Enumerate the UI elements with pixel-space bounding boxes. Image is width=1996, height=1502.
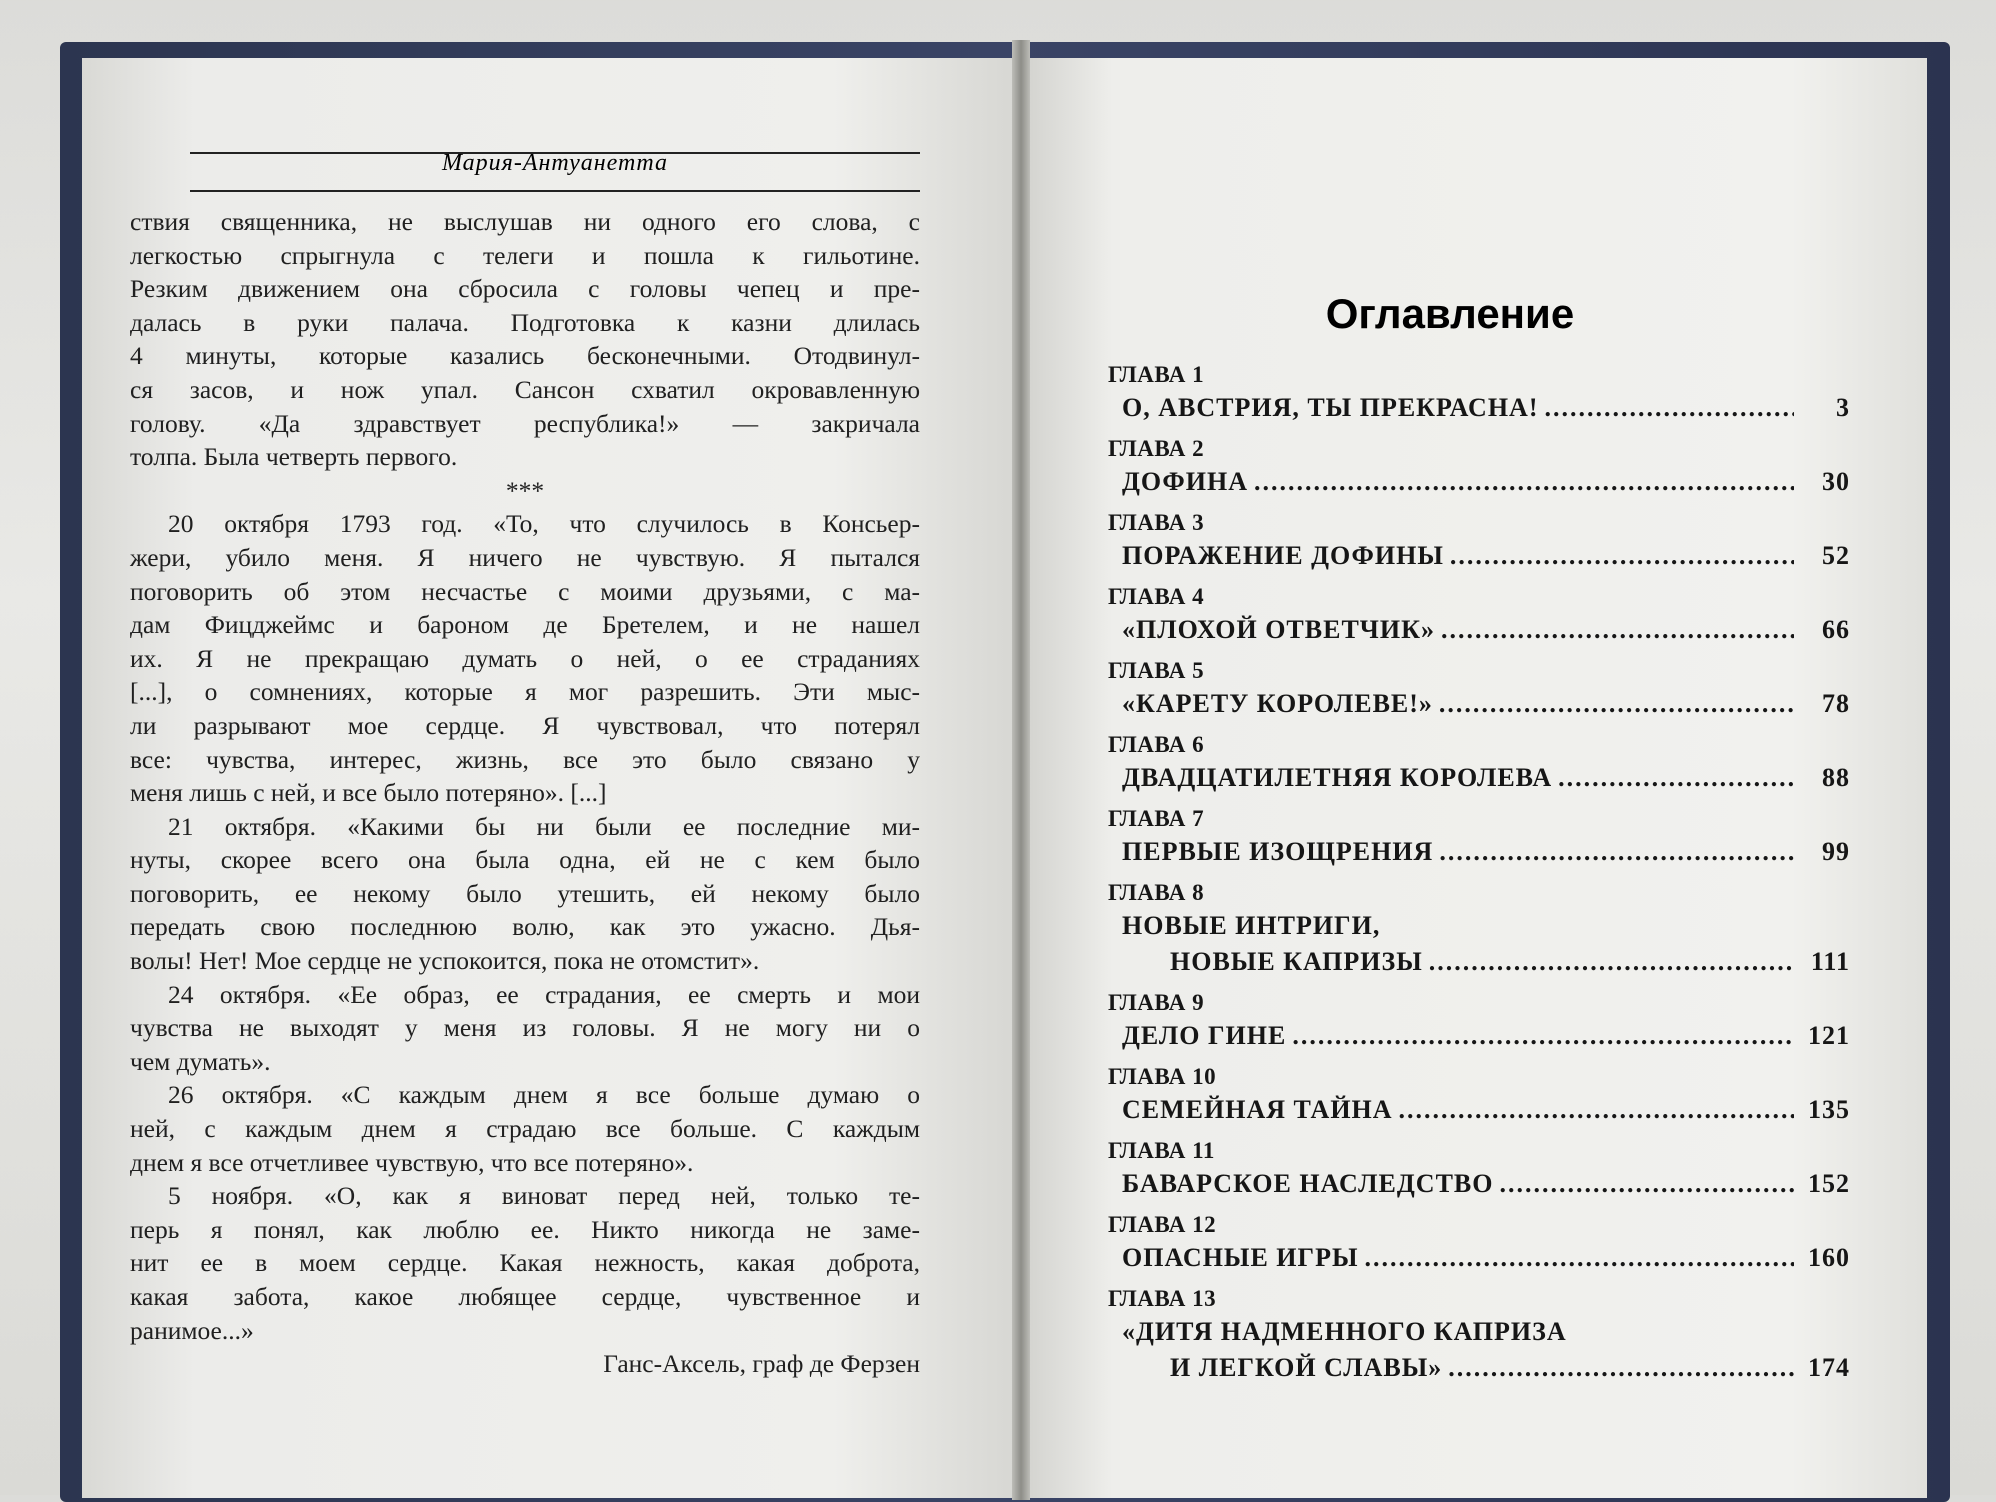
- text-line: поговорить, ее некому было утешить, ей некому было: [130, 878, 920, 908]
- toc-title-line: [1108, 1314, 1850, 1350]
- dot-leader: [1499, 1166, 1794, 1202]
- toc-page-number: 66: [1822, 615, 1850, 644]
- toc-page-number: 174: [1808, 1353, 1850, 1382]
- text-line: дам Фицджеймс и бароном де Бретелем, и не нашел: [130, 610, 920, 640]
- running-head: Мария-Антуанетта: [442, 150, 668, 176]
- text-line: передать свою последнюю волю, как это ужасно. Дья-: [130, 912, 920, 942]
- toc-title-line: [1108, 538, 1850, 574]
- text-line: поговорить об этом несчастье с моими друзьями, с ма-: [130, 576, 920, 606]
- dot-leader: [1441, 612, 1794, 648]
- toc-title-line: [1108, 1240, 1850, 1276]
- toc-title-line: [1108, 908, 1850, 944]
- toc-chapter-label: ГЛАВА 1: [1108, 362, 1205, 387]
- dot-leader: [1558, 760, 1794, 796]
- toc-chapter-label: ГЛАВА 11: [1108, 1138, 1215, 1163]
- dot-leader: [1364, 1240, 1794, 1276]
- dot-leader: [1448, 1350, 1794, 1386]
- text-line: 20 октября 1793 год. «То, что случилось в Консьер-: [168, 509, 920, 539]
- toc-title-line: [1108, 1166, 1850, 1202]
- text-line: 21 октября. «Какими бы ни были ее последние ми-: [168, 811, 920, 841]
- toc-entry-title: ОПАСНЫЕ ИГРЫ: [1122, 1243, 1359, 1272]
- text-line: ней, с каждым днем я страдаю все больше. С каждым: [130, 1114, 920, 1144]
- text-line: [...], о сомнениях, которые я мог разрешить. Эти мыс-: [130, 677, 920, 707]
- dot-leader: [1292, 1018, 1794, 1054]
- toc-page-number: 30: [1822, 467, 1850, 496]
- text-line: какая забота, какое любящее сердце, чувственное и: [130, 1282, 920, 1311]
- dot-leader: [1254, 464, 1794, 500]
- left-page-text: [130, 205, 920, 1381]
- toc-entry-title: «ДИТЯ НАДМЕННОГО КАПРИЗА: [1122, 1317, 1567, 1346]
- toc-entry: [1108, 582, 1850, 648]
- text-line: их. Я не прекращаю думать о ней, о ее страданиях: [130, 643, 920, 673]
- text-line: чем думать».: [130, 1046, 271, 1076]
- text-line: ли разрывают мое сердце. Я чувствовал, что потерял: [130, 710, 920, 740]
- dot-leader: [1439, 686, 1794, 722]
- toc-title-line: [1108, 612, 1850, 648]
- text-line: ся засов, и нож упал. Сансон схватил окровавленную: [130, 374, 920, 404]
- text-line: волы! Нет! Мое сердце не успокоится, пока не отомстит».: [130, 946, 760, 976]
- toc-title-line: [1108, 686, 1850, 722]
- toc-page-number: 152: [1808, 1169, 1850, 1198]
- toc-entry: [1108, 878, 1850, 980]
- toc-entry-title: ДВАДЦАТИЛЕТНЯЯ КОРОЛЕВА: [1122, 763, 1553, 792]
- text-line: перь я понял, как люблю ее. Никто никогда не заме-: [130, 1214, 920, 1244]
- dot-leader: [1545, 390, 1795, 426]
- text-line: голову. «Да здравствует республика!» — закричала: [130, 408, 920, 438]
- toc-entry-title: «ПЛОХОЙ ОТВЕТЧИК»: [1122, 615, 1435, 644]
- toc-entry: [1108, 1284, 1850, 1386]
- toc-entry: [1108, 434, 1850, 500]
- toc-page-number: 135: [1808, 1095, 1850, 1124]
- dot-leader: [1450, 538, 1794, 574]
- toc-chapter-label: ГЛАВА 8: [1108, 880, 1205, 905]
- toc-entry: [1108, 1136, 1850, 1202]
- text-line: толпа. Была четверть первого.: [130, 442, 458, 472]
- toc-title-line: [1108, 1018, 1850, 1054]
- toc-entry: [1108, 360, 1850, 426]
- text-line: 5 ноября. «О, как я виноват перед ней, только те-: [168, 1181, 920, 1211]
- toc-entry-title: ПОРАЖЕНИЕ ДОФИНЫ: [1122, 541, 1444, 570]
- toc-entry-title: ДЕЛО ГИНЕ: [1122, 1021, 1287, 1050]
- text-line: жери, убило меня. Я ничего не чувствую. Я пытался: [130, 542, 920, 572]
- toc-title-line: [1108, 760, 1850, 796]
- toc-page-number: 99: [1822, 837, 1850, 866]
- toc-entry: [1108, 1062, 1850, 1128]
- text-line: ранимое...»: [130, 1315, 254, 1345]
- text-line: далась в руки палача. Подготовка к казни длилась: [130, 307, 920, 337]
- toc-entry-title: «КАРЕТУ КОРОЛЕВЕ!»: [1122, 689, 1433, 718]
- toc-title-line: [1108, 1350, 1850, 1386]
- toc-chapter-label: ГЛАВА 10: [1108, 1064, 1217, 1089]
- toc-entry-title: НОВЫЕ КАПРИЗЫ: [1170, 947, 1423, 976]
- toc-entry-title: ДОФИНА: [1122, 467, 1248, 496]
- text-line: Резким движением она сбросила с головы чепец и пре-: [130, 274, 920, 304]
- toc-chapter-label: ГЛАВА 5: [1108, 658, 1205, 683]
- toc-entry: [1108, 804, 1850, 870]
- running-head-bottom-rule: [190, 190, 920, 192]
- dot-leader: [1429, 944, 1794, 980]
- toc-entry: [1108, 988, 1850, 1054]
- text-line: нит ее в моем сердце. Какая нежность, какая доброта,: [130, 1248, 920, 1278]
- toc-chapter-label: ГЛАВА 3: [1108, 510, 1205, 535]
- toc-page-number: 78: [1822, 689, 1850, 718]
- toc-title-line: [1108, 834, 1850, 870]
- toc-chapter-label: ГЛАВА 9: [1108, 990, 1205, 1015]
- text-line: все: чувства, интерес, жизнь, все это было связано у: [130, 744, 920, 774]
- toc-page-number: 111: [1810, 947, 1850, 976]
- toc-chapter-label: ГЛАВА 4: [1108, 584, 1205, 609]
- toc-entry-title: СЕМЕЙНАЯ ТАЙНА: [1122, 1095, 1393, 1124]
- text-line: ствия священника, не выслушав ни одного его слова, с: [130, 207, 920, 236]
- toc-entry-title: И ЛЕГКОЙ СЛАВЫ»: [1170, 1353, 1443, 1382]
- toc-entry-title: НОВЫЕ ИНТРИГИ,: [1122, 911, 1381, 940]
- text-line: 26 октября. «С каждым днем я все больше думаю о: [168, 1080, 920, 1110]
- book-gutter: [1012, 40, 1030, 1500]
- toc-title-line: [1108, 1092, 1850, 1128]
- text-line: чувства не выходят у меня из головы. Я не могу ни о: [130, 1013, 920, 1043]
- toc-page-number: 52: [1822, 541, 1850, 570]
- toc-chapter-label: ГЛАВА 13: [1108, 1286, 1217, 1311]
- toc-title-line: [1108, 464, 1850, 500]
- toc-entry: [1108, 508, 1850, 574]
- toc-entry: [1108, 1210, 1850, 1276]
- text-line: меня лишь с ней, и все было потеряно». [...]: [130, 778, 607, 808]
- text-line: днем я все отчетливее чувствую, что все потеряно».: [130, 1147, 694, 1177]
- toc-title-line: [1108, 390, 1850, 426]
- table-of-contents: [1108, 360, 1850, 1394]
- section-separator: ***: [505, 475, 545, 505]
- text-line: легкостью спрыгнула с телеги и пошла к гильотине.: [130, 240, 920, 270]
- toc-chapter-label: ГЛАВА 6: [1108, 732, 1205, 757]
- signature: Ганс-Аксель, граф де Ферзен: [603, 1349, 920, 1379]
- toc-title-line: [1108, 944, 1850, 980]
- toc-page-number: 3: [1836, 393, 1850, 422]
- dot-leader: [1439, 834, 1794, 870]
- toc-entry-title: БАВАРСКОЕ НАСЛЕДСТВО: [1122, 1169, 1494, 1198]
- toc-chapter-label: ГЛАВА 2: [1108, 436, 1205, 461]
- toc-entry-title: О, АВСТРИЯ, ТЫ ПРЕКРАСНА!: [1122, 393, 1539, 422]
- toc-page-number: 88: [1822, 763, 1850, 792]
- toc-entry-title: ПЕРВЫЕ ИЗОЩРЕНИЯ: [1122, 837, 1434, 866]
- text-line: 24 октября. «Ее образ, ее страдания, ее смерть и мои: [168, 979, 920, 1009]
- dot-leader: [1399, 1092, 1794, 1128]
- toc-page-number: 121: [1808, 1021, 1850, 1050]
- toc-chapter-label: ГЛАВА 7: [1108, 806, 1205, 831]
- toc-page-number: 160: [1808, 1243, 1850, 1272]
- toc-chapter-label: ГЛАВА 12: [1108, 1212, 1217, 1237]
- toc-title: Оглавление: [1325, 290, 1575, 337]
- text-line: нуты, скорее всего она была одна, ей не с кем было: [130, 845, 920, 875]
- text-line: 4 минуты, которые казались бесконечными. Отодвинул-: [130, 341, 920, 371]
- toc-entry: [1108, 730, 1850, 796]
- toc-entry: [1108, 656, 1850, 722]
